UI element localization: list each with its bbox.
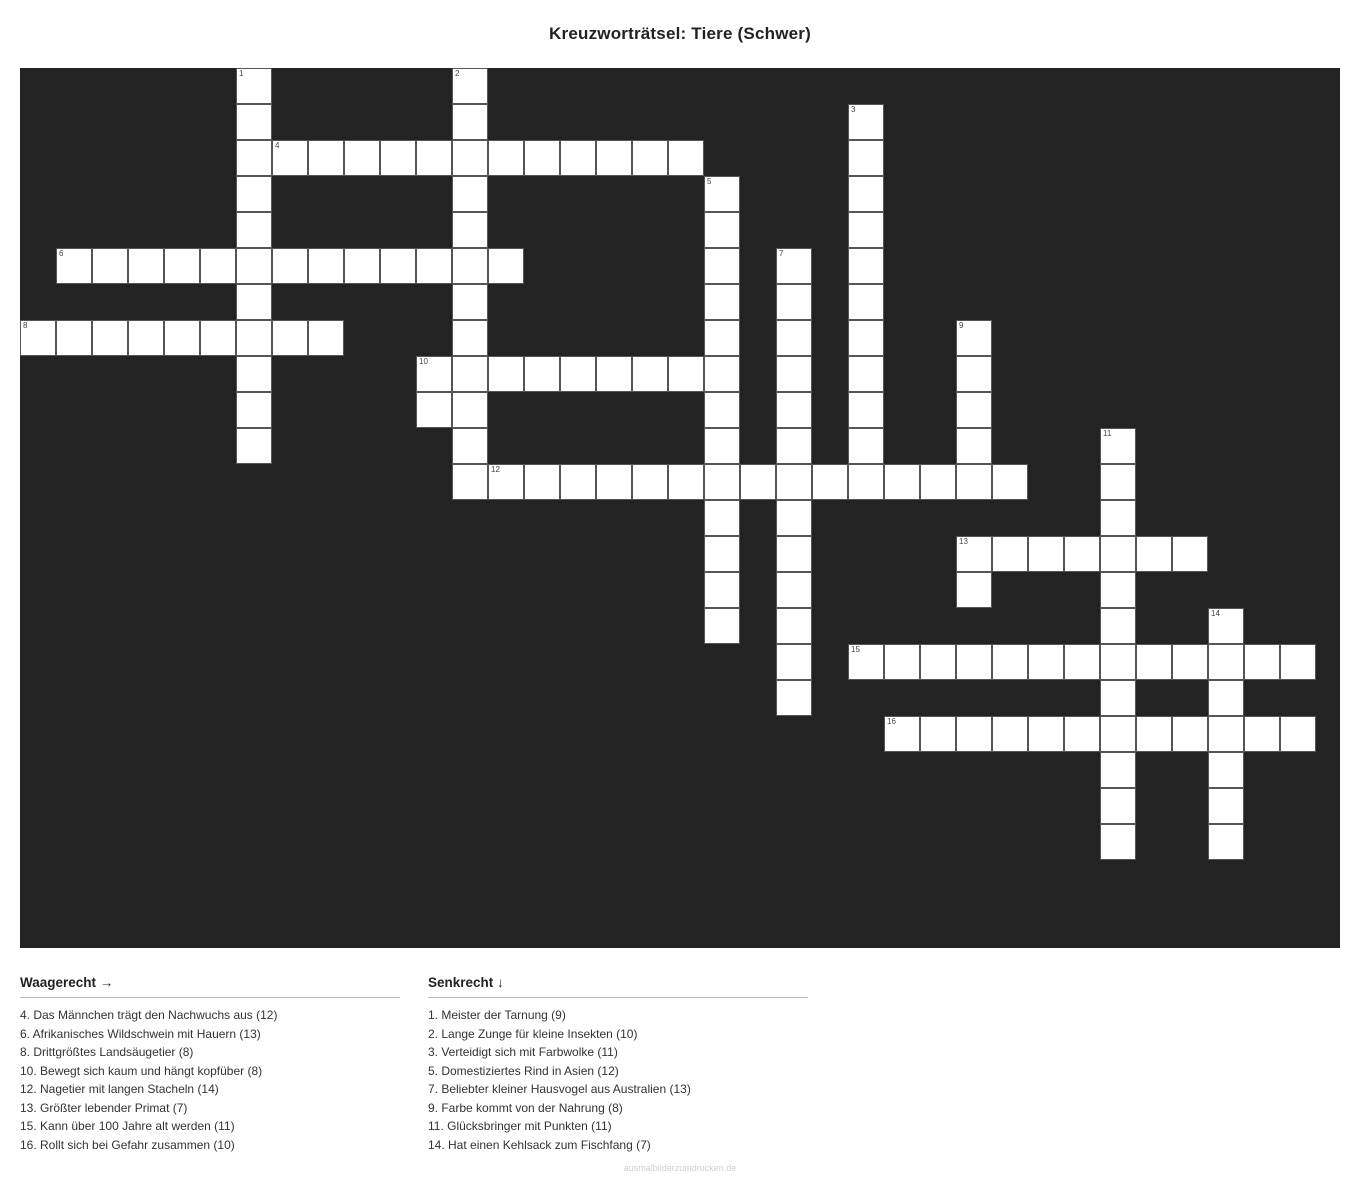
grid-cell[interactable] — [956, 572, 992, 608]
grid-cell[interactable] — [1100, 464, 1136, 500]
grid-cell[interactable] — [272, 320, 308, 356]
grid-cell[interactable] — [236, 428, 272, 464]
grid-cell[interactable] — [920, 716, 956, 752]
grid-cell[interactable] — [452, 320, 488, 356]
grid-cell[interactable] — [632, 464, 668, 500]
grid-cell[interactable] — [704, 464, 740, 500]
clue-item: 11. Glücksbringer mit Punkten (11) — [428, 1119, 612, 1133]
grid-cell[interactable] — [56, 320, 92, 356]
grid-cell[interactable] — [776, 356, 812, 392]
grid-cell[interactable] — [452, 140, 488, 176]
grid-cell[interactable] — [1172, 716, 1208, 752]
grid-cell[interactable] — [452, 464, 488, 500]
grid-cell[interactable] — [920, 644, 956, 680]
grid-cell[interactable] — [848, 464, 884, 500]
grid-cell[interactable] — [236, 104, 272, 140]
clue-item: 2. Lange Zunge für kleine Insekten (10) — [428, 1026, 638, 1041]
grid-cell[interactable] — [164, 320, 200, 356]
grid-cell[interactable] — [704, 176, 740, 212]
grid-cell[interactable] — [956, 392, 992, 428]
grid-cell[interactable] — [236, 392, 272, 428]
grid-cell[interactable] — [236, 320, 272, 356]
grid-cell[interactable] — [776, 680, 812, 716]
grid-cell[interactable] — [452, 104, 488, 140]
crossword-grid[interactable] — [20, 68, 1340, 948]
grid-cell[interactable] — [632, 356, 668, 392]
grid-cell[interactable] — [776, 428, 812, 464]
grid-cell[interactable] — [956, 428, 992, 464]
grid-cell[interactable] — [848, 248, 884, 284]
grid-cell[interactable] — [776, 392, 812, 428]
grid-cell[interactable] — [1172, 536, 1208, 572]
clue-item: 13. Größter lebender Primat (7) — [20, 1100, 188, 1115]
grid-cell[interactable] — [1064, 644, 1100, 680]
grid-cell[interactable] — [848, 284, 884, 320]
grid-cell[interactable] — [704, 608, 740, 644]
grid-cell[interactable] — [848, 176, 884, 212]
grid-cell-number: 14 — [1211, 609, 1220, 618]
grid-cell[interactable] — [560, 140, 596, 176]
clue-item: 3. Verteidigt sich mit Farbwolke (11) — [428, 1045, 618, 1059]
clues-down-list — [428, 1006, 808, 1154]
grid-cell[interactable] — [884, 716, 920, 752]
grid-cell-number: 11 — [1103, 429, 1112, 438]
grid-cell[interactable] — [236, 212, 272, 248]
grid-cell[interactable] — [704, 320, 740, 356]
grid-cell-number: 4 — [275, 141, 280, 150]
grid-cell[interactable] — [704, 392, 740, 428]
grid-cell[interactable] — [956, 716, 992, 752]
grid-cell[interactable] — [596, 464, 632, 500]
grid-cell[interactable] — [1100, 608, 1136, 644]
grid-cell[interactable] — [236, 176, 272, 212]
grid-cell[interactable] — [776, 500, 812, 536]
grid-cell[interactable] — [236, 356, 272, 392]
grid-cell[interactable] — [452, 68, 488, 104]
grid-cell[interactable] — [1100, 536, 1136, 572]
grid-cell-number: 6 — [59, 249, 64, 258]
grid-cell[interactable] — [776, 572, 812, 608]
grid-cell[interactable] — [992, 464, 1028, 500]
grid-cell[interactable] — [272, 248, 308, 284]
grid-cell[interactable] — [452, 428, 488, 464]
grid-cell[interactable] — [1280, 716, 1316, 752]
grid-cell[interactable] — [956, 320, 992, 356]
clues-across-heading: Waagerecht → — [20, 975, 400, 998]
grid-cell[interactable] — [704, 284, 740, 320]
grid-cell[interactable] — [848, 212, 884, 248]
grid-cell[interactable] — [1028, 644, 1064, 680]
grid-cell[interactable] — [848, 428, 884, 464]
grid-cell[interactable] — [1208, 608, 1244, 644]
clues-across-list — [20, 1006, 400, 1154]
grid-cell[interactable] — [776, 320, 812, 356]
grid-cell[interactable] — [704, 500, 740, 536]
grid-cell[interactable] — [1208, 824, 1244, 860]
grid-cell[interactable] — [596, 140, 632, 176]
grid-cell[interactable] — [488, 140, 524, 176]
grid-cell[interactable] — [776, 464, 812, 500]
grid-cell[interactable] — [236, 248, 272, 284]
grid-cell[interactable] — [848, 644, 884, 680]
grid-cell[interactable] — [884, 464, 920, 500]
clues-section — [0, 975, 1360, 1165]
grid-cell-number: 9 — [959, 321, 964, 330]
grid-cell[interactable] — [452, 356, 488, 392]
grid-cell-number: 15 — [851, 645, 860, 654]
grid-cell[interactable] — [1100, 428, 1136, 464]
grid-cell[interactable] — [308, 248, 344, 284]
grid-cell[interactable] — [1244, 716, 1280, 752]
grid-cell-number: 7 — [779, 249, 784, 258]
grid-cell-number: 12 — [491, 465, 500, 474]
grid-cell[interactable] — [236, 68, 272, 104]
grid-cell[interactable] — [668, 356, 704, 392]
clue-item: 4. Das Männchen trägt den Nachwuchs aus (12) — [20, 1008, 278, 1022]
grid-cell[interactable] — [416, 356, 452, 392]
footer-credit: ausmalbilderzumdrucken.de — [623, 1163, 737, 1173]
grid-cell[interactable] — [524, 356, 560, 392]
grid-cell[interactable] — [1100, 572, 1136, 608]
grid-cell[interactable] — [344, 248, 380, 284]
grid-cell-number: 8 — [23, 321, 28, 330]
grid-cell[interactable] — [452, 176, 488, 212]
grid-cell[interactable] — [488, 248, 524, 284]
grid-cell[interactable] — [200, 248, 236, 284]
grid-cell[interactable] — [1208, 644, 1244, 680]
page-title: Kreuzworträtsel: Tiere (Schwer) — [549, 24, 811, 43]
grid-cell[interactable] — [776, 536, 812, 572]
grid-cell[interactable] — [488, 356, 524, 392]
grid-cell[interactable] — [848, 104, 884, 140]
grid-cell[interactable] — [1064, 716, 1100, 752]
grid-cell[interactable] — [1100, 500, 1136, 536]
clue-item: 9. Farbe kommt von der Nahrung (8) — [428, 1100, 623, 1115]
clues-across — [20, 975, 400, 1154]
grid-cell[interactable] — [704, 536, 740, 572]
grid-cell[interactable] — [704, 428, 740, 464]
grid-cell[interactable] — [956, 464, 992, 500]
grid-cell[interactable] — [524, 140, 560, 176]
grid-cell[interactable] — [704, 572, 740, 608]
grid-cell[interactable] — [848, 356, 884, 392]
grid-cell[interactable] — [416, 392, 452, 428]
grid-cell[interactable] — [632, 140, 668, 176]
grid-cell[interactable] — [1244, 644, 1280, 680]
clue-item: 10. Bewegt sich kaum und hängt kopfüber (8) — [20, 1063, 263, 1078]
clue-item: 15. Kann über 100 Jahre alt werden (11) — [20, 1119, 235, 1133]
grid-cell[interactable] — [740, 464, 776, 500]
grid-cell[interactable] — [1100, 644, 1136, 680]
grid-cell[interactable] — [236, 140, 272, 176]
grid-cell[interactable] — [92, 320, 128, 356]
grid-cell[interactable] — [668, 140, 704, 176]
grid-cell-number: 2 — [455, 69, 460, 78]
grid-cell[interactable] — [308, 140, 344, 176]
grid-cell[interactable] — [452, 212, 488, 248]
clue-item: 8. Drittgrößtes Landsäugetier (8) — [20, 1045, 194, 1059]
clue-item: 14. Hat einen Kehlsack zum Fischfang (7) — [428, 1137, 651, 1152]
grid-cell[interactable] — [164, 248, 200, 284]
grid-cell[interactable] — [704, 356, 740, 392]
grid-cell[interactable] — [596, 356, 632, 392]
grid-cell[interactable] — [1136, 644, 1172, 680]
grid-cell[interactable] — [272, 140, 308, 176]
grid-cell[interactable] — [236, 284, 272, 320]
grid-cell[interactable] — [704, 212, 740, 248]
grid-cell[interactable] — [992, 644, 1028, 680]
grid-cell[interactable] — [1100, 716, 1136, 752]
grid-cell-number: 16 — [887, 717, 896, 726]
grid-cell[interactable] — [1100, 824, 1136, 860]
grid-cell[interactable] — [1280, 644, 1316, 680]
grid-cell[interactable] — [1028, 716, 1064, 752]
grid-cell[interactable] — [308, 320, 344, 356]
grid-cell[interactable] — [776, 608, 812, 644]
grid-cell[interactable] — [668, 464, 704, 500]
grid-cell[interactable] — [560, 356, 596, 392]
grid-cell[interactable] — [1028, 536, 1064, 572]
grid-cell[interactable] — [488, 464, 524, 500]
grid-cell[interactable] — [1136, 536, 1172, 572]
grid-cell[interactable] — [992, 716, 1028, 752]
grid-cell[interactable] — [1208, 680, 1244, 716]
clue-item: 5. Domestiziertes Rind in Asien (12) — [428, 1063, 619, 1078]
grid-cell[interactable] — [848, 392, 884, 428]
clue-item: 16. Rollt sich bei Gefahr zusammen (10) — [20, 1137, 235, 1152]
grid-cell[interactable] — [452, 284, 488, 320]
grid-cell[interactable] — [776, 284, 812, 320]
grid-cell[interactable] — [452, 248, 488, 284]
grid-cell[interactable] — [884, 644, 920, 680]
clue-item: 12. Nagetier mit langen Stacheln (14) — [20, 1082, 219, 1096]
grid-cell-number: 1 — [239, 69, 244, 78]
grid-cell[interactable] — [1208, 752, 1244, 788]
grid-cell[interactable] — [416, 248, 452, 284]
grid-cell[interactable] — [956, 536, 992, 572]
grid-cell[interactable] — [452, 392, 488, 428]
grid-cell[interactable] — [812, 464, 848, 500]
grid-cell[interactable] — [380, 248, 416, 284]
clue-item: 7. Beliebter kleiner Hausvogel aus Australien (13) — [428, 1082, 691, 1096]
grid-cell[interactable] — [1100, 788, 1136, 824]
grid-cell-number: 5 — [707, 177, 712, 186]
grid-cell[interactable] — [1208, 716, 1244, 752]
grid-cell[interactable] — [776, 248, 812, 284]
clue-item: 1. Meister der Tarnung (9) — [428, 1008, 566, 1022]
grid-cell-number: 10 — [419, 357, 428, 366]
grid-cell[interactable] — [128, 320, 164, 356]
grid-cell[interactable] — [920, 464, 956, 500]
grid-cell[interactable] — [992, 536, 1028, 572]
grid-cell[interactable] — [380, 140, 416, 176]
grid-cell[interactable] — [524, 464, 560, 500]
grid-cell[interactable] — [92, 248, 128, 284]
grid-cell-number: 3 — [851, 105, 856, 114]
grid-cell[interactable] — [1064, 536, 1100, 572]
grid-cell[interactable] — [416, 140, 452, 176]
grid-cell[interactable] — [776, 644, 812, 680]
grid-cell[interactable] — [848, 320, 884, 356]
grid-cell[interactable] — [1136, 716, 1172, 752]
grid-cell[interactable] — [128, 248, 164, 284]
grid-cell[interactable] — [344, 140, 380, 176]
grid-cell[interactable] — [1208, 788, 1244, 824]
grid-cell[interactable] — [560, 464, 596, 500]
grid-cell[interactable] — [956, 356, 992, 392]
clues-down-heading: Senkrecht ↓ — [428, 975, 808, 998]
grid-cell[interactable] — [1172, 644, 1208, 680]
grid-cell[interactable] — [848, 140, 884, 176]
grid-cell[interactable] — [956, 644, 992, 680]
clue-item: 6. Afrikanisches Wildschwein mit Hauern (13) — [20, 1026, 261, 1041]
grid-cell[interactable] — [200, 320, 236, 356]
grid-cell[interactable] — [1100, 752, 1136, 788]
grid-cell[interactable] — [704, 248, 740, 284]
grid-cell[interactable] — [56, 248, 92, 284]
grid-cell[interactable] — [1100, 680, 1136, 716]
grid-cell[interactable] — [20, 320, 56, 356]
clues-down — [428, 975, 808, 1154]
grid-cell-number: 13 — [959, 537, 968, 546]
